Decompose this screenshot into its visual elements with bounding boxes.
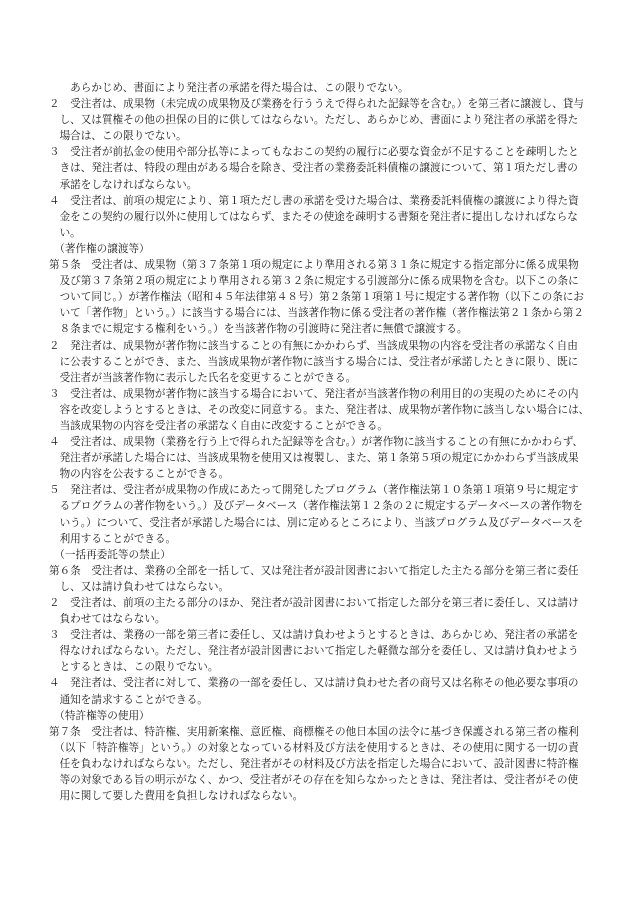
text-line: し、又は請け負わせてはならない。 bbox=[49, 580, 230, 593]
text-line: 得なければならない。ただし、発注者が設計図書において指定した軽微な部分を委任し、又は請け負わせよう bbox=[49, 645, 579, 658]
text-line: ついて同じ。）が著作権法（昭和４５年法律第４８号）第２条第１項第１号に規定する著作物（以下この条にお bbox=[49, 291, 584, 304]
text-line: 場合は、この限りでない。 bbox=[49, 130, 187, 143]
text-line: いて「著作物」という。）に該当する場合には、当該著作物に係る受注者の著作権（著作権法第２１条から第２ bbox=[49, 307, 584, 320]
text-line: 第７条 受注者は、特許権、実用新案権、意匠権、商標権その他日本国の法令に基づき保護される第三者の権利 bbox=[49, 725, 579, 738]
text-line: し、又は質権その他の担保の目的に供してはならない。ただし、あらかじめ、書面により発注者の承諾を得た bbox=[49, 114, 579, 127]
text-line: 金をこの契約の履行以外に使用してはならず、またその使途を疎明する書類を発注者に提出しなければならな bbox=[49, 210, 578, 223]
text-line: いう。）について、受注者が承諾した場合には、別に定めるところにより、当該プログラム及びデータベースを bbox=[49, 516, 583, 529]
text-line: ３ 受注者が前払金の使用や部分払等によってもなおこの契約の履行に必要な資金が不足することを疎明したと bbox=[49, 146, 579, 159]
text-line: い。 bbox=[49, 226, 81, 239]
text-line: 物の内容を公表することができる。 bbox=[49, 468, 230, 481]
text-line: 当該成果物の内容を受注者の承諾なく自由に改変することができる。 bbox=[49, 419, 388, 432]
text-line: ５ 発注者は、受注者が成果物の作成にあたって開発したプログラム（著作権法第１０条第１項第９号に規定す bbox=[49, 484, 579, 497]
text-line: ２ 受注者は、前項の主たる部分のほか、発注者が設計図書において指定した部分を第三者に委任し、又は請け bbox=[49, 597, 579, 609]
text-line: に公表することができ、また、当該成果物が著作物に該当する場合には、受注者が承諾したときに限り、既に bbox=[49, 355, 579, 368]
text-line: 及び第３７条第２項の規定により準用される第３２条に規定する引渡部分に係る成果物を含む。以下この条に bbox=[49, 275, 579, 288]
text-line: 等の対象である旨の明示がなく、かつ、受注者がその存在を知らなかったときは、発注者は、受注者がその使 bbox=[49, 774, 579, 787]
text-line: 第５条 受注者は、成果物（第３７条第１項の規定により準用される第３１条に規定する指定部分に係る成果物 bbox=[49, 259, 579, 272]
text-line: ３ 受注者は、成果物が著作物に該当する場合において、発注者が当該著作物の利用目的の実現のためにその内 bbox=[49, 387, 579, 400]
text-line: ４ 受注者は、成果物（業務を行う上で得られた記録等を含む。）が著作物に該当することの有無にかかわらず、 bbox=[49, 436, 584, 449]
text-line: 任を負わなければならない。ただし、発注者がその材料及び方法を指定した場合において、設計図書に特許権 bbox=[49, 757, 579, 770]
text-line: 第６条 受注者は、業務の全部を一括して、又は発注者が設計図書において指定した主たる部分を第三者に委任 bbox=[49, 564, 579, 577]
text-line: 発注者が承諾した場合には、当該成果物を使用又は複製し、また、第１条第５項の規定にかかわらず当該成果 bbox=[49, 452, 579, 465]
text-line: とするときは、この限りでない。 bbox=[49, 661, 219, 674]
text-line: 通知を請求することができる。 bbox=[49, 693, 208, 706]
text-line: ２ 受注者は、成果物（未完成の成果物及び業務を行ううえで得られた記録等を含む。）を第三者に譲渡し、貸与 bbox=[49, 98, 584, 111]
text-line: （一括再委託等の禁止） bbox=[49, 548, 171, 561]
text-line: （著作権の譲渡等） bbox=[49, 242, 150, 255]
text-line: 負わせてはならない。 bbox=[49, 613, 166, 626]
text-line: るプログラムの著作物をいう。）及びデータベース（著作権法第１２条の２に規定するデータベースの著作物を bbox=[49, 500, 583, 513]
text-line: ４ 発注者は、受注者に対して、業務の一部を委任し、又は請け負わせた者の商号又は名称その他必要な事項の bbox=[49, 677, 579, 690]
text-line: 受注者が当該著作物に表示した氏名を変更することができる。 bbox=[49, 371, 357, 384]
text-line: 承諾をしなければならない。 bbox=[49, 178, 198, 191]
text-line: 用に関して要した費用を負担しなければならない。 bbox=[49, 790, 304, 803]
text-line: （特許権等の使用） bbox=[49, 709, 150, 722]
text-line: ４ 受注者は、前項の規定により、第１項ただし書の承諾を受けた場合は、業務委託料債権の譲渡により得た資 bbox=[49, 194, 579, 207]
text-line: きは、発注者は、特段の理由がある場合を除き、受注者の業務委託料債権の譲渡について、第１項ただし書の bbox=[49, 162, 578, 175]
text-line: （以下「特許権等」という。）の対象となっている材料及び方法を使用するときは、その使用に関する一切の責 bbox=[49, 741, 579, 754]
document-body bbox=[49, 80, 590, 804]
text-line: ８条までに規定する権利をいう。）を当該著作物の引渡時に発注者に無償で譲渡する。 bbox=[49, 323, 468, 336]
text-line: 利用することができる。 bbox=[49, 532, 177, 545]
text-line: 容を改変しようとするときは、その改変に同意する。また、発注者は、成果物が著作物に該当しない場合には、 bbox=[49, 403, 590, 416]
text-line: あらかじめ、書面により発注者の承諾を得た場合は、この限りでない。 bbox=[49, 82, 409, 94]
text-line: ３ 受注者は、業務の一部を第三者に委任し、又は請け負わせようとするときは、あらかじめ、発注者の承諾を bbox=[49, 629, 579, 642]
text-line: ２ 発注者は、成果物が著作物に該当することの有無にかかわらず、当該成果物の内容を受注者の承諾なく自由 bbox=[49, 339, 578, 352]
